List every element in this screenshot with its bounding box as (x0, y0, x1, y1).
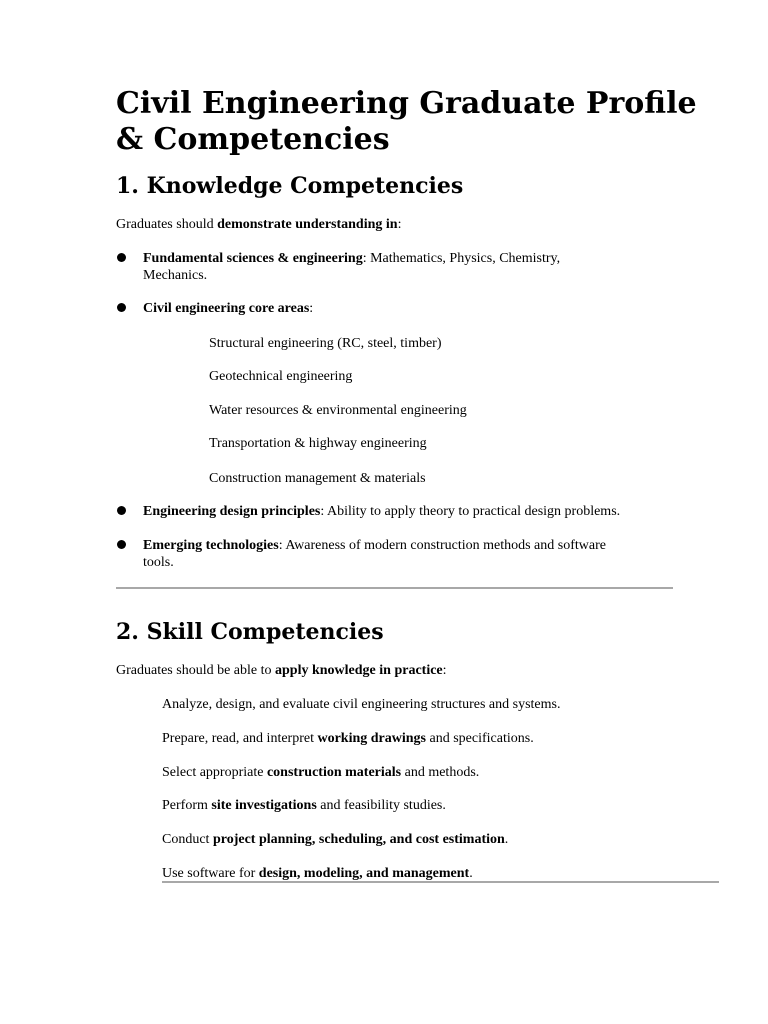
knowledge-bullet: Fundamental sciences & engineering: Mathematics, Physics, Chemistry, Mechanics. (143, 251, 561, 283)
core-area-item: Geotechnical engineering (209, 369, 353, 384)
knowledge-bullet: Emerging technologies: Awareness of modern construction methods and software tools. (143, 538, 606, 570)
core-area-item: Water resources & environmental engineering (209, 403, 467, 418)
skill-item: Use software for design, modeling, and management. (162, 866, 473, 881)
knowledge-intro: Graduates should demonstrate understanding in: (116, 217, 402, 232)
core-area-item: Structural engineering (RC, steel, timber) (209, 336, 442, 351)
knowledge-bullet: Civil engineering core areas: (143, 301, 314, 316)
skill-item: Prepare, read, and interpret working drawings and specifications. (162, 731, 534, 746)
section-heading-knowledge: 1. Knowledge Competencies (116, 173, 464, 199)
bullet-icon (117, 540, 126, 549)
section-divider (116, 587, 673, 589)
skill-item: Conduct project planning, scheduling, and cost estimation. (162, 832, 509, 847)
section-heading-skills: 2. Skill Competencies (116, 619, 384, 645)
skill-item: Perform site investigations and feasibility studies. (162, 798, 446, 813)
core-area-item: Construction management & materials (209, 471, 426, 486)
section-divider (162, 881, 719, 883)
knowledge-bullet: Engineering design principles: Ability to apply theory to practical design problems. (143, 504, 621, 519)
document-title: Civil Engineering Graduate Profile & Competencies (116, 86, 697, 157)
skill-item: Analyze, design, and evaluate civil engineering structures and systems. (162, 697, 561, 712)
bullet-icon (117, 303, 126, 312)
skill-item: Select appropriate construction materials and methods. (162, 765, 480, 780)
bullet-icon (117, 253, 126, 262)
core-area-item: Transportation & highway engineering (209, 436, 427, 451)
skills-intro: Graduates should be able to apply knowledge in practice: (116, 663, 447, 678)
bullet-icon (117, 506, 126, 515)
